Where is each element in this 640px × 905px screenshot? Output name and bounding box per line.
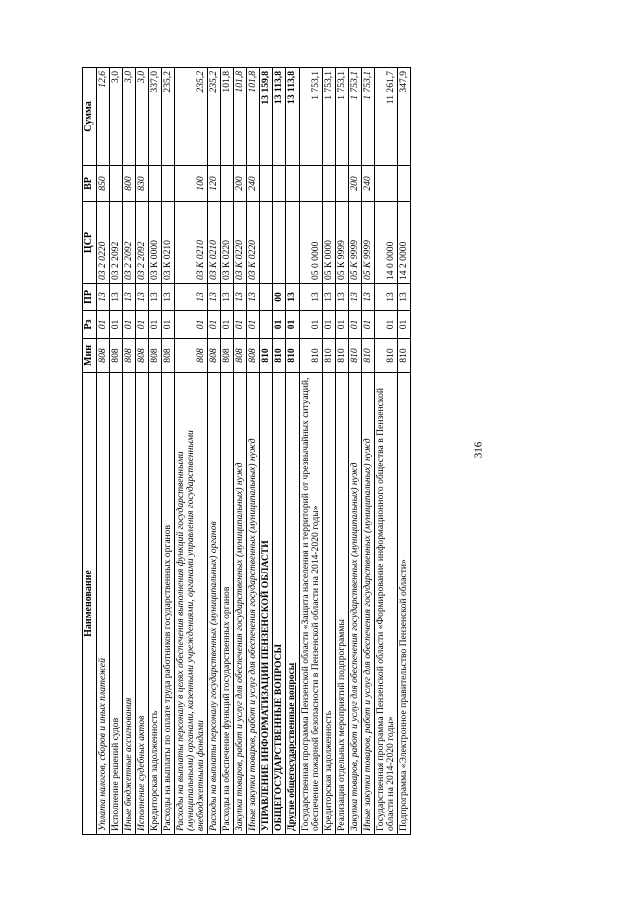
cell-pr: 13 [247, 284, 260, 311]
cell-vr [260, 166, 273, 202]
cell-name: Государственная программа Пензенской области «Защита населения и территорий от чрезвычайных ситуаций, обеспечение пожарной безопасности в Пензенской области на 2014-2020 годы» [299, 373, 322, 835]
cell-rz: 01 [208, 311, 221, 339]
cell-name: Уплата налогов, сборов и иных платежей [96, 373, 109, 835]
cell-sum: 337,0 [148, 68, 161, 166]
cell-pr: 13 [109, 284, 122, 311]
cell-pr: 13 [348, 284, 361, 311]
cell-name: Иные бюджетные ассигнования [122, 373, 135, 835]
cell-sum: 13 113,8 [286, 68, 299, 166]
cell-min: 808 [122, 339, 135, 373]
cell-name: Реализация отдельных мероприятий подпрограммы [335, 373, 348, 835]
cell-pr: 13 [322, 284, 335, 311]
table-row [348, 68, 361, 835]
cell-pr: 13 [96, 284, 109, 311]
cell-name: Расходы на выплаты по оплате труда работников государственных органов [161, 373, 174, 835]
cell-min: 808 [247, 339, 260, 373]
cell-sum: 235,2 [208, 68, 221, 166]
cell-pr: 13 [234, 284, 247, 311]
cell-csr: 05 К 9999 [335, 202, 348, 284]
cell-rz: 01 [374, 311, 397, 339]
cell-sum: 1 753,1 [361, 68, 374, 166]
cell-rz: 01 [361, 311, 374, 339]
table-row [96, 68, 109, 835]
table-header-row [83, 68, 97, 835]
cell-sum: 1 753,1 [348, 68, 361, 166]
cell-sum: 1 753,1 [322, 68, 335, 166]
cell-rz: 01 [161, 311, 174, 339]
table-row [361, 68, 374, 835]
cell-min: 808 [221, 339, 234, 373]
table-row [161, 68, 174, 835]
cell-pr: 13 [135, 284, 148, 311]
table-row [273, 68, 286, 835]
cell-csr [286, 202, 299, 284]
cell-vr [161, 166, 174, 202]
cell-min: 808 [148, 339, 161, 373]
cell-rz: 01 [96, 311, 109, 339]
table-row [109, 68, 122, 835]
cell-sum: 101,8 [234, 68, 247, 166]
cell-pr: 13 [221, 284, 234, 311]
cell-sum: 1 753,1 [299, 68, 322, 166]
cell-csr: 05 0 0000 [299, 202, 322, 284]
cell-pr: 13 [335, 284, 348, 311]
cell-rz: 01 [322, 311, 335, 339]
header-csr: ЦСР [83, 202, 97, 284]
cell-name: Исполнение судебных актов [135, 373, 148, 835]
table-row [174, 68, 207, 835]
cell-pr [260, 284, 273, 311]
table-row [221, 68, 234, 835]
cell-min: 810 [322, 339, 335, 373]
cell-rz: 01 [148, 311, 161, 339]
cell-sum: 101,8 [247, 68, 260, 166]
cell-pr: 13 [299, 284, 322, 311]
cell-name: Государственная программа Пензенской области «Формирование информационного общества в Пензенской области на 2014-2020 годы» [374, 373, 397, 835]
cell-csr [260, 202, 273, 284]
cell-min: 810 [361, 339, 374, 373]
cell-sum: 13 159,8 [260, 68, 273, 166]
cell-name: Расходы на обеспечение функций государственных органов [221, 373, 234, 835]
cell-min: 810 [335, 339, 348, 373]
table-row [247, 68, 260, 835]
cell-vr: 200 [348, 166, 361, 202]
cell-min: 808 [208, 339, 221, 373]
cell-rz: 01 [234, 311, 247, 339]
table-row [135, 68, 148, 835]
cell-min: 810 [398, 339, 411, 373]
cell-name: Кредиторская задолженность [322, 373, 335, 835]
cell-rz: 01 [398, 311, 411, 339]
cell-sum: 12,6 [96, 68, 109, 166]
cell-min: 808 [174, 339, 207, 373]
cell-rz: 01 [135, 311, 148, 339]
cell-sum: 235,2 [161, 68, 174, 166]
cell-min: 810 [286, 339, 299, 373]
table-row [208, 68, 221, 835]
cell-min: 810 [374, 339, 397, 373]
cell-name: ОБЩЕГОСУДАРСТВЕННЫЕ ВОПРОСЫ [273, 373, 286, 835]
cell-csr: 14 0 0000 [374, 202, 397, 284]
cell-pr: 13 [286, 284, 299, 311]
cell-vr [286, 166, 299, 202]
table-container [82, 68, 610, 835]
cell-min: 808 [109, 339, 122, 373]
cell-vr [273, 166, 286, 202]
cell-vr: 240 [247, 166, 260, 202]
cell-min: 810 [348, 339, 361, 373]
cell-rz: 01 [122, 311, 135, 339]
cell-csr: 14 2 0000 [398, 202, 411, 284]
header-name: Наименование [83, 373, 97, 835]
cell-sum: 235,2 [174, 68, 207, 166]
cell-rz: 01 [273, 311, 286, 339]
cell-pr: 13 [174, 284, 207, 311]
header-rz: Рз [83, 311, 97, 339]
cell-pr: 13 [122, 284, 135, 311]
cell-sum: 347,9 [398, 68, 411, 166]
cell-sum: 11 261,7 [374, 68, 397, 166]
cell-name: Исполнение решений судов [109, 373, 122, 835]
cell-csr: 03 К 0000 [148, 202, 161, 284]
cell-csr: 05 К 9999 [348, 202, 361, 284]
cell-pr: 13 [148, 284, 161, 311]
cell-csr: 03 2 2092 [122, 202, 135, 284]
cell-min: 808 [96, 339, 109, 373]
table-row [260, 68, 273, 835]
cell-vr: 120 [208, 166, 221, 202]
cell-name: Расходы на выплаты персоналу в целях обеспечения выполнения функций государственными (муниципальными) органами, казенными учреждениями, органами управления государственными внебюджетными фондами [174, 373, 207, 835]
cell-pr: 13 [374, 284, 397, 311]
cell-rz: 01 [299, 311, 322, 339]
cell-csr: 03 К 0220 [221, 202, 234, 284]
cell-min: 810 [273, 339, 286, 373]
table-row [322, 68, 335, 835]
cell-pr: 13 [161, 284, 174, 311]
cell-rz: 01 [221, 311, 234, 339]
header-pr: ПР [83, 284, 97, 311]
cell-vr [322, 166, 335, 202]
table-row [286, 68, 299, 835]
header-sum: Сумма [83, 68, 97, 166]
cell-name: Подпрограмма «Электронное правительство Пензенской области» [398, 373, 411, 835]
cell-rz [260, 311, 273, 339]
cell-csr: 03 К 0220 [234, 202, 247, 284]
cell-sum: 3,0 [122, 68, 135, 166]
cell-vr [335, 166, 348, 202]
cell-sum: 3,0 [109, 68, 122, 166]
cell-vr [374, 166, 397, 202]
cell-csr: 03 К 0210 [208, 202, 221, 284]
page-number: 316 [472, 441, 485, 459]
cell-rz: 01 [348, 311, 361, 339]
cell-name: Закупка товаров, работ и услуг для обеспечения государственных (муниципальных) нужд [348, 373, 361, 835]
cell-vr: 830 [135, 166, 148, 202]
cell-min: 808 [234, 339, 247, 373]
cell-sum: 101,8 [221, 68, 234, 166]
cell-rz: 01 [335, 311, 348, 339]
budget-table [82, 67, 411, 835]
table-body [96, 68, 411, 835]
cell-rz: 01 [286, 311, 299, 339]
cell-vr [398, 166, 411, 202]
table-row [122, 68, 135, 835]
cell-pr: 00 [273, 284, 286, 311]
cell-vr: 800 [122, 166, 135, 202]
cell-csr: 03 К 0220 [247, 202, 260, 284]
cell-pr: 13 [398, 284, 411, 311]
cell-csr: 03 2 2092 [109, 202, 122, 284]
cell-min: 808 [161, 339, 174, 373]
cell-sum: 13 113,8 [273, 68, 286, 166]
cell-sum: 3,0 [135, 68, 148, 166]
table-row [234, 68, 247, 835]
cell-csr: 05 К 0000 [322, 202, 335, 284]
cell-vr: 100 [174, 166, 207, 202]
cell-min: 810 [260, 339, 273, 373]
header-min: Мин [83, 339, 97, 373]
table-row [299, 68, 322, 835]
cell-rz: 01 [247, 311, 260, 339]
cell-pr: 13 [208, 284, 221, 311]
cell-name: Другие общегосударственные вопросы [286, 373, 299, 835]
cell-vr: 850 [96, 166, 109, 202]
table-row [148, 68, 161, 835]
cell-vr [221, 166, 234, 202]
cell-name: Кредиторская задолженность [148, 373, 161, 835]
cell-rz: 01 [174, 311, 207, 339]
cell-name: Расходы на выплаты персоналу государственных (муниципальных) органов [208, 373, 221, 835]
cell-vr: 200 [234, 166, 247, 202]
cell-name: Закупка товаров, работ и услуг для обеспечения государственных (муниципальных) нужд [234, 373, 247, 835]
cell-rz: 01 [109, 311, 122, 339]
header-vr: ВР [83, 166, 97, 202]
cell-vr [299, 166, 322, 202]
cell-vr [109, 166, 122, 202]
cell-name: Иные закупки товаров, работ и услуг для обеспечения государственных (муниципальных) нужд [247, 373, 260, 835]
table-row [398, 68, 411, 835]
cell-vr: 240 [361, 166, 374, 202]
cell-name: УПРАВЛЕНИЕ ИНФОРМАТИЗАЦИИ ПЕНЗЕНСКОЙ ОБЛАСТИ [260, 373, 273, 835]
cell-min: 810 [299, 339, 322, 373]
cell-pr: 13 [361, 284, 374, 311]
cell-sum: 1 753,1 [335, 68, 348, 166]
cell-name: Иные закупки товаров, работ и услуг для обеспечения государственных (муниципальных) нужд [361, 373, 374, 835]
cell-csr [273, 202, 286, 284]
cell-csr: 03 К 0210 [161, 202, 174, 284]
cell-vr [148, 166, 161, 202]
table-row [335, 68, 348, 835]
cell-csr: 05 К 9999 [361, 202, 374, 284]
cell-csr: 03 К 0210 [174, 202, 207, 284]
cell-csr: 03 2 2092 [135, 202, 148, 284]
cell-csr: 03 2 0220 [96, 202, 109, 284]
cell-min: 808 [135, 339, 148, 373]
table-row [374, 68, 397, 835]
